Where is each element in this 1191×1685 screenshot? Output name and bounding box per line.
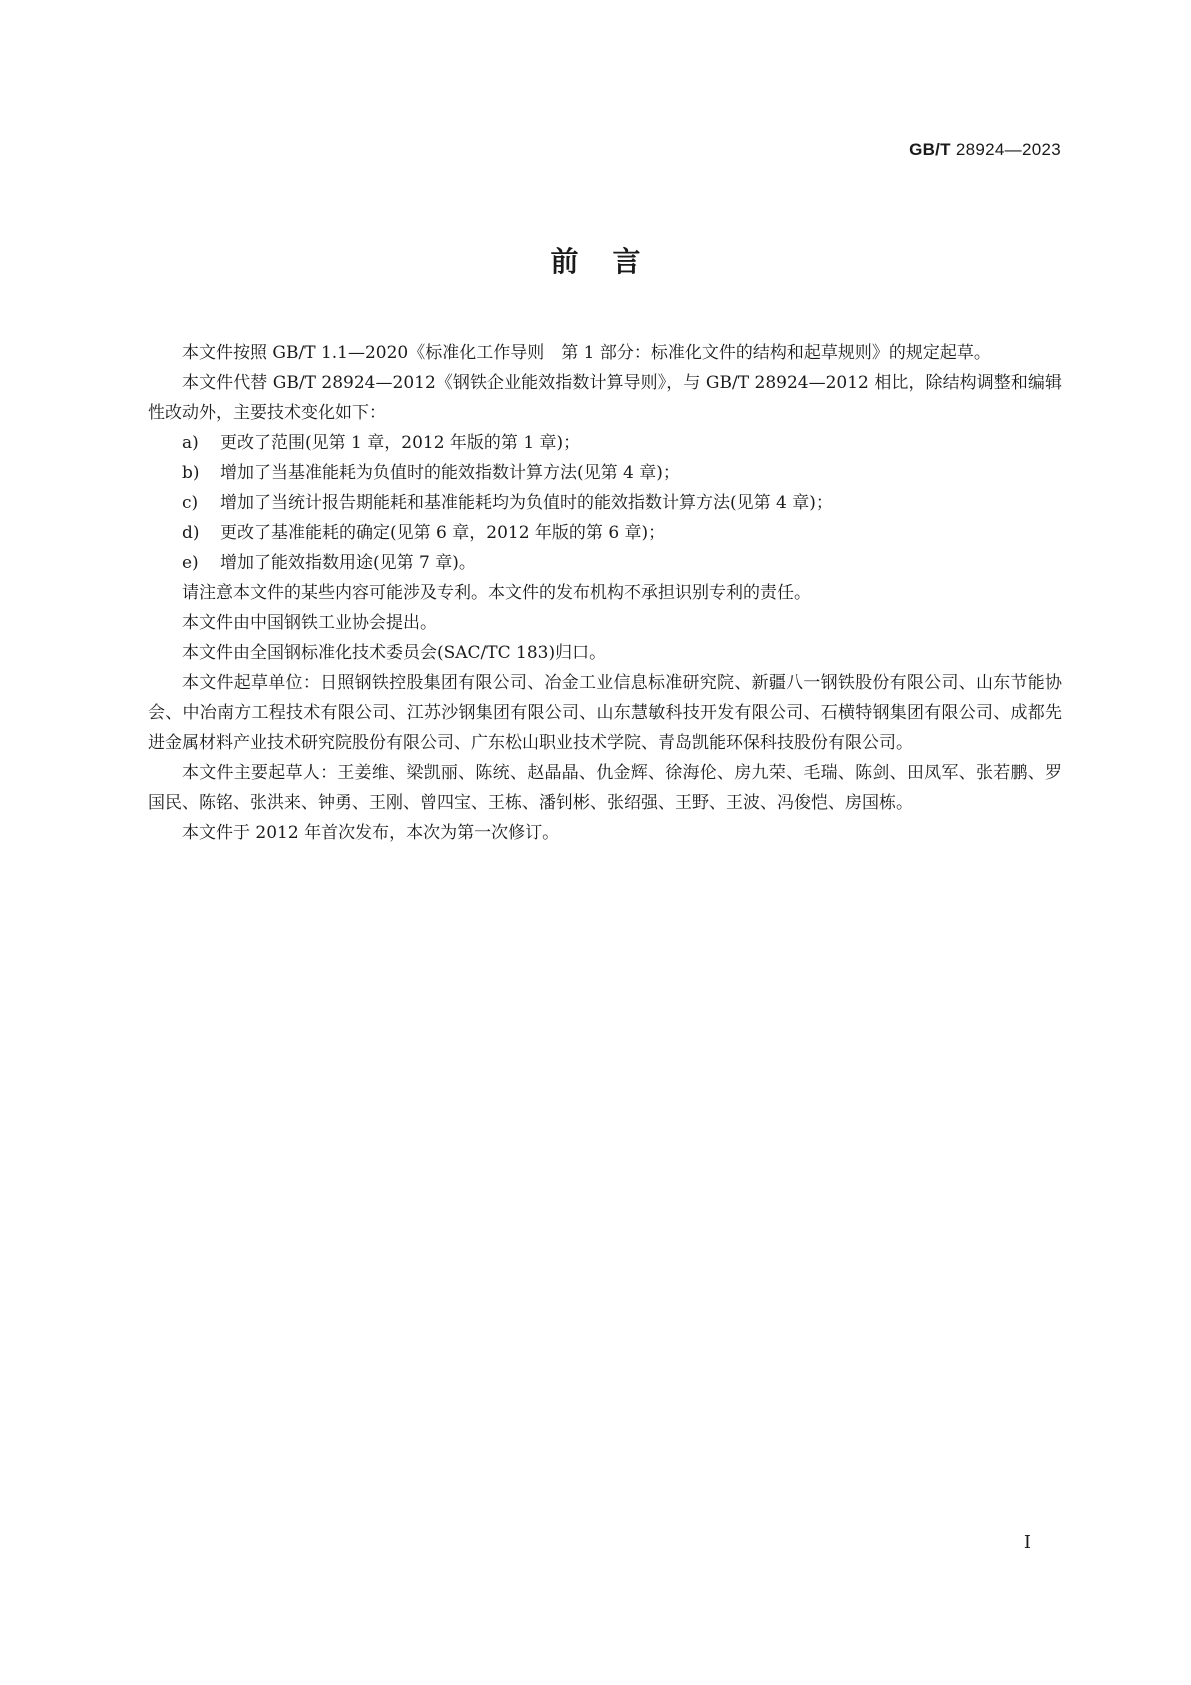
- list-item-text: 增加了能效指数用途(见第 7 章)。: [220, 553, 476, 573]
- paragraph-drafting-rules: 本文件按照 GB/T 1.1—2020《标准化工作导则 第 1 部分：标准化文件的结构和起草规则》的规定起草。: [182, 343, 991, 363]
- list-item-text: 增加了当统计报告期能耗和基准能耗均为负值时的能效指数计算方法(见第 4 章)；: [220, 493, 833, 513]
- page-title: 前言: [550, 245, 675, 278]
- list-item-text: 更改了基准能耗的确定(见第 6 章，2012 年版的第 6 章)；: [220, 523, 666, 543]
- paragraph-replacement: 本文件代替 GB/T 28924—2012《钢铁企业能效指数计算导则》，与 GB/T 28924—2012 相比，除结构调整和编辑性改动外，主要技术变化如下：: [148, 373, 1062, 423]
- list-item-marker: a): [182, 433, 199, 453]
- paragraph-drafters: 本文件主要起草人：王姜维、梁凯丽、陈统、赵晶晶、仇金辉、徐海伦、房九荣、毛瑞、陈剑、田凤军、张若鹏、罗国民、陈铭、张洪来、钟勇、王刚、曾四宝、王栋、潘钊彬、张绍强、王野、王波、冯俊恺、房国栋。: [148, 763, 1062, 813]
- paragraph-proposer: 本文件由中国钢铁工业协会提出。: [182, 613, 437, 633]
- list-item: [148, 428, 1062, 458]
- list-item-marker: d): [182, 523, 200, 543]
- paragraph-history: 本文件于 2012 年首次发布，本次为第一次修订。: [182, 823, 560, 843]
- standard-code: [909, 140, 1061, 160]
- list-item-marker: c): [182, 493, 199, 513]
- page-number: I: [1023, 1532, 1031, 1553]
- list-item-marker: e): [182, 553, 199, 573]
- standard-code-prefix: GB/T: [909, 140, 951, 159]
- paragraph-patent-notice: 请注意本文件的某些内容可能涉及专利。本文件的发布机构不承担识别专利的责任。: [182, 583, 811, 603]
- list-item-text: 增加了当基准能耗为负值时的能效指数计算方法(见第 4 章)；: [220, 463, 680, 483]
- paragraph-drafting-units: 本文件起草单位：日照钢铁控股集团有限公司、冶金工业信息标准研究院、新疆八一钢铁股份有限公司、山东节能协会、中冶南方工程技术有限公司、江苏沙钢集团有限公司、山东慧敏科技开发有限公司、石横特钢集团有限公司、成都先进金属材料产业技术研究院股份有限公司、广东松山职业技术学院、青岛凯能环保科技股份有限公司。: [148, 673, 1062, 753]
- standard-code-number: 28924—2023: [955, 140, 1061, 159]
- foreword-body: [148, 338, 1062, 848]
- paragraph-administrator: 本文件由全国钢标准化技术委员会(SAC/TC 183)归口。: [182, 643, 607, 663]
- list-item: [148, 518, 1062, 548]
- list-item-text: 更改了范围(见第 1 章，2012 年版的第 1 章)；: [220, 433, 581, 453]
- list-item: [148, 458, 1062, 488]
- list-item-marker: b): [182, 463, 200, 483]
- list-item: [148, 488, 1062, 518]
- list-item: [148, 548, 1062, 578]
